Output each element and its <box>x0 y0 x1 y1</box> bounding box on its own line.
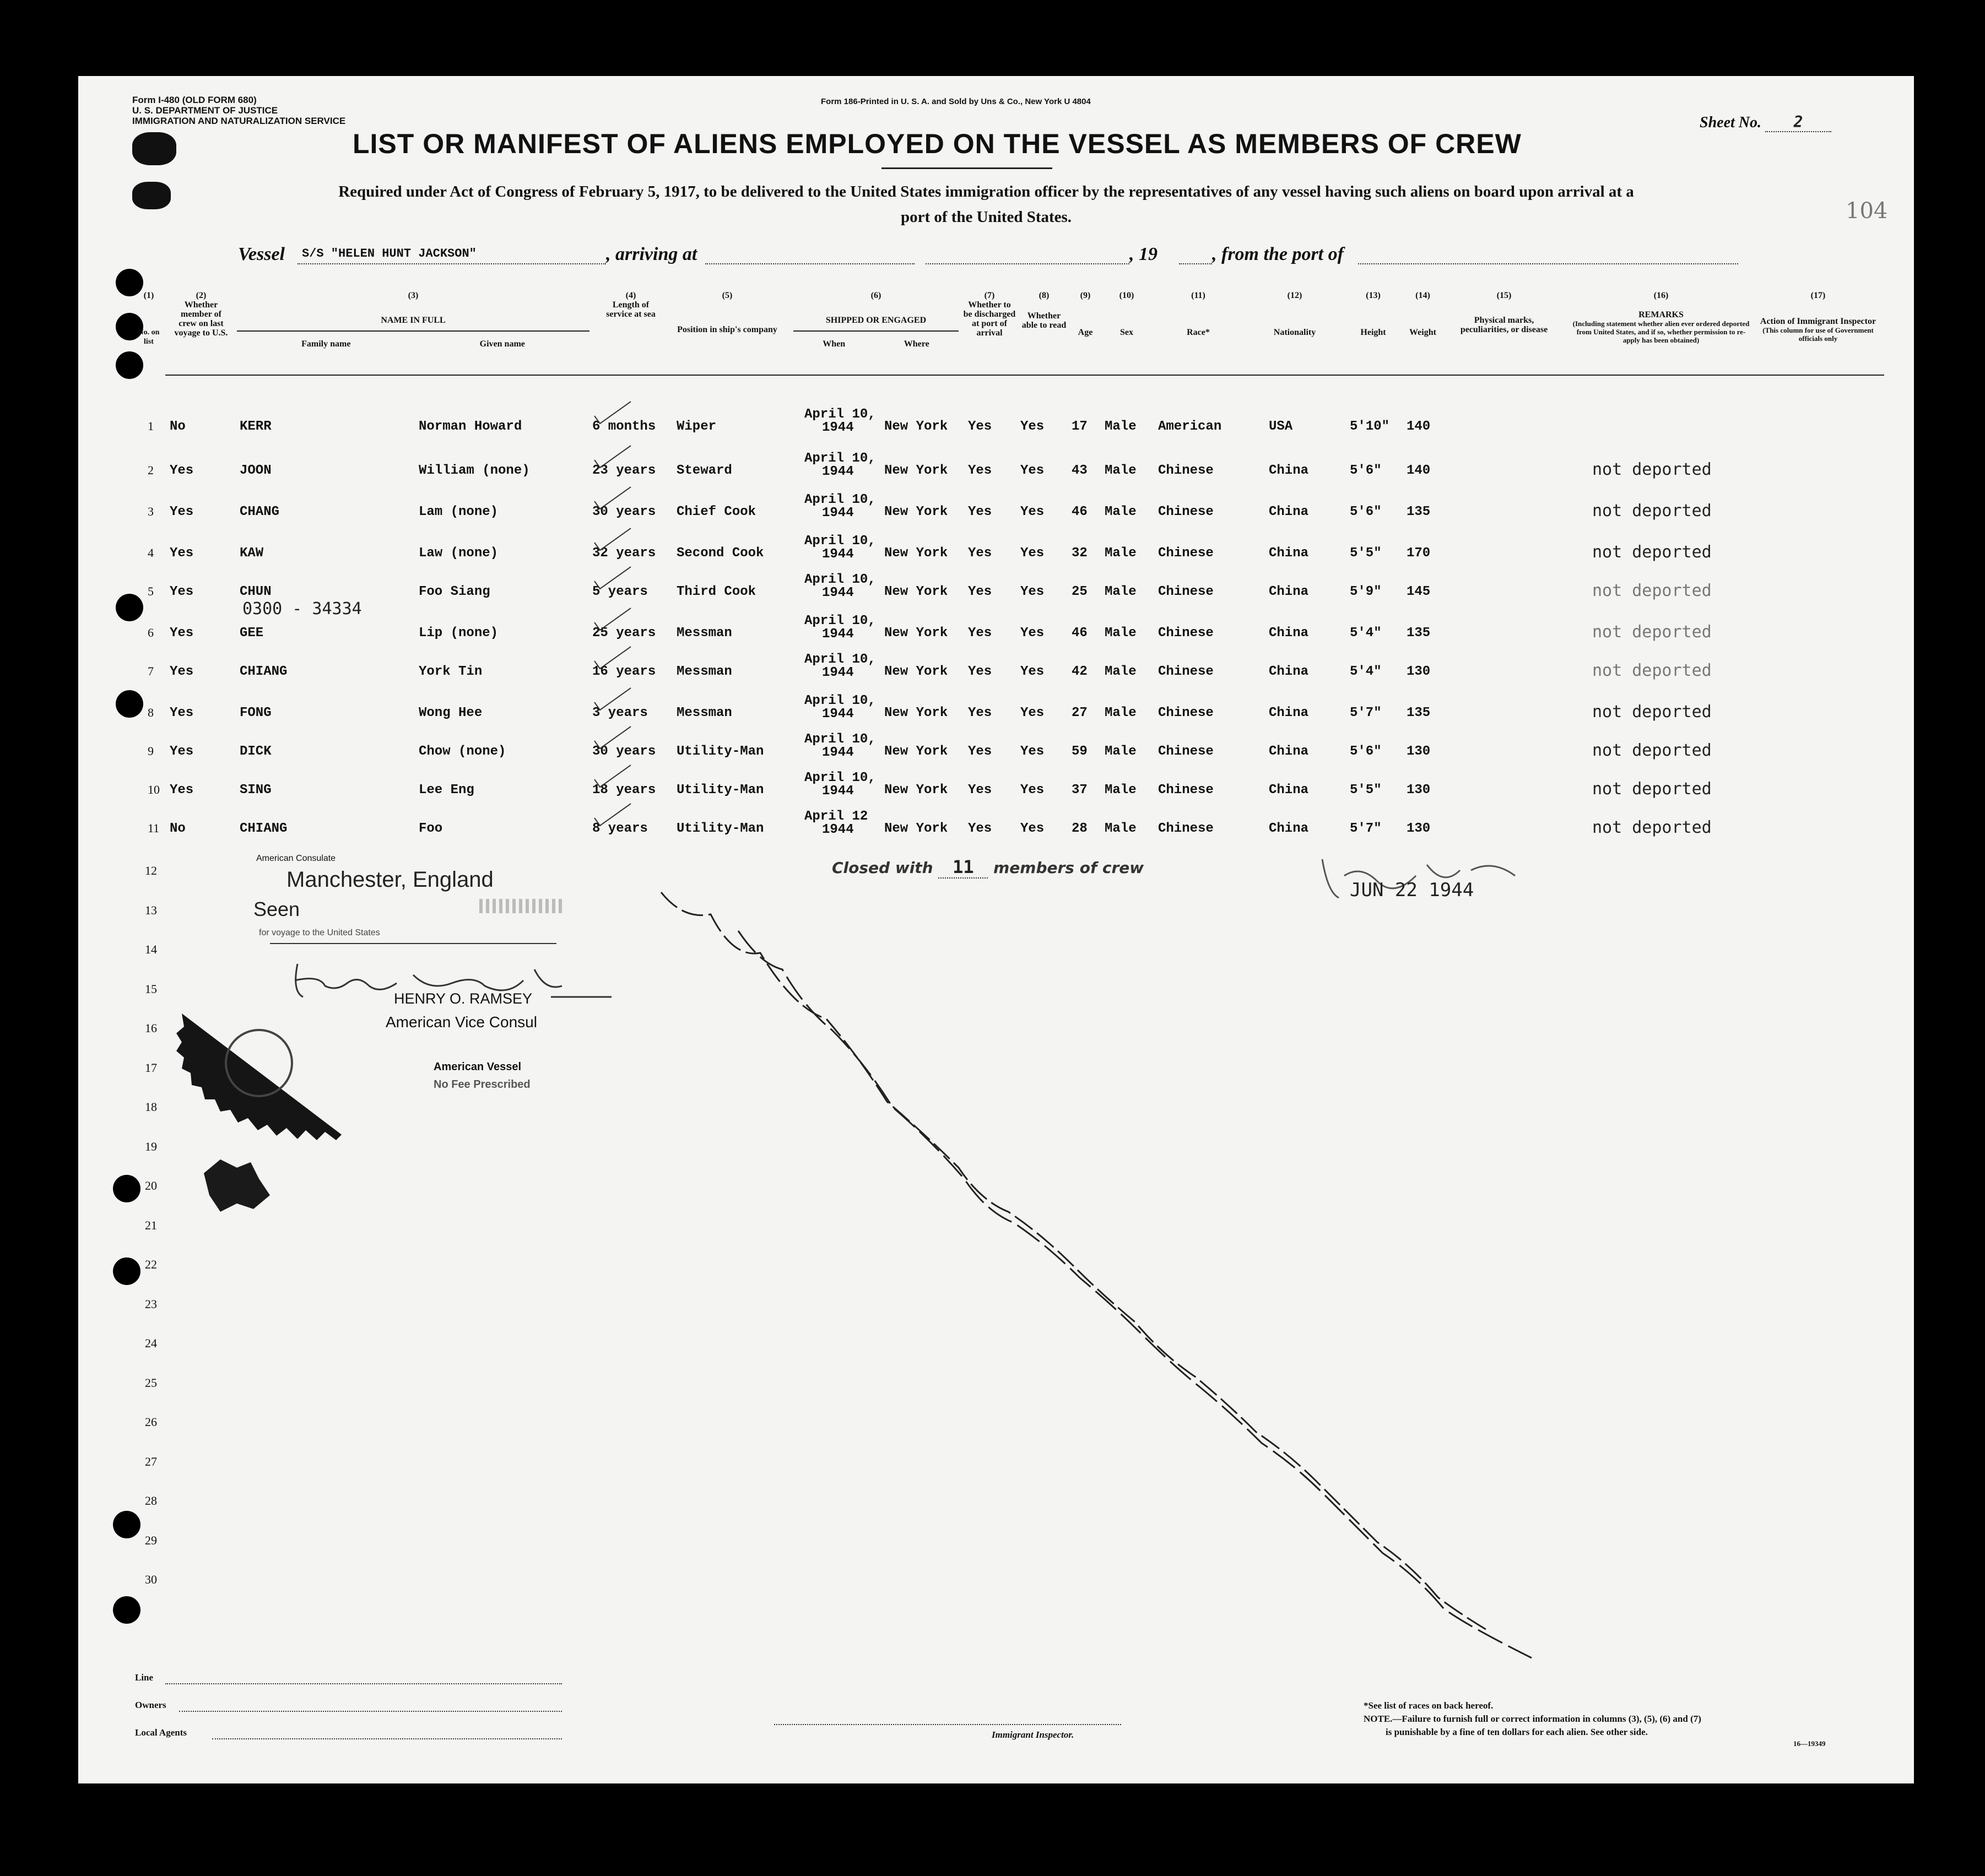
service-length: 25 years <box>592 626 656 641</box>
empty-line-number: 12 <box>145 864 157 877</box>
given-name: Foo <box>419 821 443 836</box>
remarks: not deported <box>1592 702 1712 722</box>
when-header: When <box>823 339 846 349</box>
shipped-when-date: April 12 <box>804 809 868 824</box>
height: 5'10" <box>1350 419 1390 434</box>
col2-header: (2) Whether member of crew on last voyage to U.S. <box>174 291 228 338</box>
check-mark-icon <box>592 485 636 512</box>
empty-line-number: 19 <box>145 1139 157 1153</box>
header-rule <box>165 375 1884 376</box>
nationality: China <box>1269 744 1309 759</box>
check-mark-icon <box>592 801 636 829</box>
weight: 135 <box>1407 706 1431 720</box>
shipped-when-date: April 10, <box>804 407 876 422</box>
position: Wiper <box>677 419 717 434</box>
shipped-where: New York <box>884 821 948 836</box>
given-name: Wong Hee <box>419 706 483 720</box>
height: 5'7" <box>1350 821 1382 836</box>
col16-header: (16) REMARKS (Including statement whether alien ever ordered deported from United States, and if so, whether permission to re-apply has been obtained) <box>1572 291 1750 344</box>
nationality: China <box>1269 664 1309 679</box>
empty-line-number: 28 <box>145 1494 157 1508</box>
form-code: 16—19349 <box>1793 1739 1826 1748</box>
given-name-header: Given name <box>479 339 525 349</box>
family-name: CHANG <box>240 505 280 519</box>
shipped-where: New York <box>884 546 948 561</box>
check-mark-icon <box>592 724 636 752</box>
family-name: FONG <box>240 706 272 720</box>
family-name: CHIANG <box>240 664 288 679</box>
race: Chinese <box>1158 463 1214 478</box>
position: Messman <box>677 664 732 679</box>
empty-line-number: 20 <box>145 1179 157 1192</box>
position: Utility-Man <box>677 783 764 798</box>
remarks: not deported <box>1592 818 1712 837</box>
family-name: DICK <box>240 744 272 759</box>
weight: 135 <box>1407 626 1431 641</box>
empty-line-number: 27 <box>145 1454 157 1468</box>
shipped-where: New York <box>884 783 948 798</box>
check-mark-icon <box>592 526 636 554</box>
penalty-note-1: NOTE.—Failure to furnish full or correct information in columns (3), (5), (6) and (7) <box>1364 1714 1701 1724</box>
closing-count: 11 <box>938 856 988 879</box>
weight: 140 <box>1407 463 1431 478</box>
prior-voyage: Yes <box>170 584 194 599</box>
age: 28 <box>1072 821 1088 836</box>
shipped-where: New York <box>884 744 948 759</box>
shipped-when-date: April 10, <box>804 534 876 549</box>
weight: 145 <box>1407 584 1431 599</box>
empty-line-number: 23 <box>145 1297 157 1311</box>
given-name: Lee Eng <box>419 783 474 798</box>
sex: Male <box>1105 584 1137 599</box>
col10-header: (10) Sex <box>1119 291 1134 337</box>
check-mark-icon <box>592 443 636 471</box>
shipped-where: New York <box>884 584 948 599</box>
family-name: JOON <box>240 463 272 478</box>
shipped-when-year: 1944 <box>822 745 854 760</box>
row-number: 5 <box>148 584 154 598</box>
weight: 135 <box>1407 505 1431 519</box>
remarks: not deported <box>1592 460 1712 479</box>
remarks: not deported <box>1592 741 1712 760</box>
row-number: 4 <box>148 546 154 560</box>
nationality: China <box>1269 463 1309 478</box>
col17-header: (17) Action of Immigrant Inspector (This column for use of Government officials only <box>1760 291 1876 343</box>
service-length: 23 years <box>592 463 656 478</box>
weight: 130 <box>1407 821 1431 836</box>
check-mark-icon <box>592 644 636 672</box>
year-label: , 19 <box>1129 244 1158 264</box>
row-number: 8 <box>148 706 154 719</box>
nationality: USA <box>1269 419 1293 434</box>
empty-line-number: 29 <box>145 1533 157 1547</box>
position: Messman <box>677 706 732 720</box>
prior-voyage: Yes <box>170 783 194 798</box>
consulate-voyage-line: for voyage to the United States <box>259 928 380 937</box>
service: IMMIGRATION AND NATURALIZATION SERVICE <box>132 116 346 126</box>
able-to-read: Yes <box>1020 626 1045 641</box>
family-name: SING <box>240 783 272 798</box>
age: 27 <box>1072 706 1088 720</box>
shipped-where: New York <box>884 664 948 679</box>
height: 5'4" <box>1350 664 1382 679</box>
service-length: 30 years <box>592 505 656 519</box>
row-number: 7 <box>148 664 154 678</box>
discharged: Yes <box>968 626 992 641</box>
ink-blot <box>132 132 176 165</box>
consul-name: HENRY O. RAMSEY <box>394 990 533 1007</box>
row-number: 6 <box>148 626 154 639</box>
service-length: 32 years <box>592 546 656 561</box>
race: Chinese <box>1158 706 1214 720</box>
discharged: Yes <box>968 706 992 720</box>
service-length: 8 years <box>592 821 648 836</box>
check-mark-icon <box>592 606 636 633</box>
empty-line-number: 16 <box>145 1021 157 1035</box>
shipped-when-date: April 10, <box>804 732 876 747</box>
age: 37 <box>1072 783 1088 798</box>
race: Chinese <box>1158 783 1214 798</box>
able-to-read: Yes <box>1020 706 1045 720</box>
height: 5'5" <box>1350 783 1382 798</box>
col8-header: (8) Whether able to read <box>1021 291 1067 330</box>
weight: 130 <box>1407 664 1431 679</box>
able-to-read: Yes <box>1020 664 1045 679</box>
position: Messman <box>677 626 732 641</box>
col7-header: (7) Whether to be discharged at port of arrival <box>963 291 1016 338</box>
row-number: 1 <box>148 419 154 433</box>
position: Utility-Man <box>677 821 764 836</box>
service-length: 3 years <box>592 706 648 720</box>
remarks: not deported <box>1592 622 1712 642</box>
local-agents-label: Local Agents <box>135 1727 187 1738</box>
immigrant-inspector-label: Immigrant Inspector. <box>992 1729 1074 1740</box>
check-mark-icon <box>592 399 636 427</box>
family-name-header: Family name <box>301 339 351 349</box>
prior-voyage: Yes <box>170 706 194 720</box>
sex: Male <box>1105 744 1137 759</box>
nationality: China <box>1269 821 1309 836</box>
punch-hole <box>116 351 143 379</box>
closing-prefix: Closed with <box>832 859 933 877</box>
prior-voyage: No <box>170 821 186 836</box>
weight: 130 <box>1407 744 1431 759</box>
discharged: Yes <box>968 505 992 519</box>
weight: 170 <box>1407 546 1431 561</box>
shipped-when-date: April 10, <box>804 572 876 587</box>
empty-line-number: 17 <box>145 1060 157 1075</box>
age: 25 <box>1072 584 1088 599</box>
discharged: Yes <box>968 664 992 679</box>
department: U. S. DEPARTMENT OF JUSTICE <box>132 105 278 116</box>
nationality: China <box>1269 626 1309 641</box>
given-name: Lam (none) <box>419 505 499 519</box>
col14-header: (14) Weight <box>1409 291 1436 337</box>
able-to-read: Yes <box>1020 584 1045 599</box>
shipped-when-year: 1944 <box>822 464 854 479</box>
given-name: Lip (none) <box>419 626 499 641</box>
able-to-read: Yes <box>1020 546 1045 561</box>
shipped-when-date: April 10, <box>804 652 876 667</box>
age: 42 <box>1072 664 1088 679</box>
able-to-read: Yes <box>1020 783 1045 798</box>
col4-header: (4) Length of service at sea <box>606 291 656 319</box>
empty-line-number: 21 <box>145 1218 157 1232</box>
sheet-number: 2 <box>1765 113 1831 132</box>
age: 46 <box>1072 626 1088 641</box>
arriving-label: , arriving at <box>606 244 697 264</box>
nationality: China <box>1269 505 1309 519</box>
shipped-when-year: 1944 <box>822 707 854 722</box>
shipped-when-date: April 10, <box>804 451 876 466</box>
height: 5'9" <box>1350 584 1382 599</box>
closing-suffix: members of crew <box>993 859 1144 877</box>
check-mark-icon <box>592 686 636 713</box>
american-vessel-note: American Vessel <box>434 1061 521 1073</box>
given-name: William (none) <box>419 463 530 478</box>
page-title: LIST OR MANIFEST OF ALIENS EMPLOYED ON THE VESSEL AS MEMBERS OF CREW <box>353 128 1522 159</box>
nationality: China <box>1269 546 1309 561</box>
consulate-office: American Consulate <box>256 854 336 863</box>
shipped-when-date: April 10, <box>804 693 876 708</box>
handwritten-file-number: 0300 - 34334 <box>242 599 362 619</box>
shipped-when-year: 1944 <box>822 547 854 562</box>
col12-header: (12) Nationality <box>1273 291 1316 337</box>
given-name: Law (none) <box>419 546 499 561</box>
family-name: GEE <box>240 626 264 641</box>
weight: 130 <box>1407 783 1431 798</box>
sex: Male <box>1105 783 1137 798</box>
family-name: KERR <box>240 419 272 434</box>
punch-hole <box>113 1511 140 1538</box>
empty-line-number: 13 <box>145 903 157 917</box>
age: 46 <box>1072 505 1088 519</box>
line-label: Line <box>135 1672 154 1683</box>
service-length: 30 years <box>592 744 656 759</box>
race: Chinese <box>1158 505 1214 519</box>
punch-hole <box>113 1175 140 1202</box>
empty-line-number: 18 <box>145 1100 157 1114</box>
consular-seal <box>176 1002 353 1146</box>
shipped-when-year: 1944 <box>822 420 854 435</box>
race: Chinese <box>1158 626 1214 641</box>
shipped-when-date: April 10, <box>804 771 876 785</box>
check-mark-icon <box>592 763 636 790</box>
discharged: Yes <box>968 419 992 434</box>
consul-title: American Vice Consul <box>386 1013 537 1031</box>
col11-header: (11) Race* <box>1187 291 1210 337</box>
race: American <box>1158 419 1222 434</box>
shipped-when-year: 1944 <box>822 627 854 642</box>
row-number: 2 <box>148 463 154 477</box>
remarks: not deported <box>1592 779 1712 799</box>
position: Steward <box>677 463 732 478</box>
title-rule <box>881 167 1052 169</box>
col3-header: (3) NAME IN FULL Family name Given name <box>237 291 589 349</box>
discharged: Yes <box>968 783 992 798</box>
family-name: CHUN <box>240 584 272 599</box>
age: 43 <box>1072 463 1088 478</box>
able-to-read: Yes <box>1020 744 1045 759</box>
sex: Male <box>1105 706 1137 720</box>
sex: Male <box>1105 463 1137 478</box>
discharged: Yes <box>968 821 992 836</box>
shipped-where: New York <box>884 463 948 478</box>
empty-line-number: 15 <box>145 982 157 996</box>
sex: Male <box>1105 546 1137 561</box>
punch-hole <box>113 1596 140 1624</box>
cancellation-mark <box>650 881 1554 1680</box>
nationality: China <box>1269 783 1309 798</box>
shipped-where: New York <box>884 706 948 720</box>
race: Chinese <box>1158 546 1214 561</box>
remarks: not deported <box>1592 581 1712 600</box>
weight: 140 <box>1407 419 1431 434</box>
col13-header: (13) Height <box>1360 291 1386 337</box>
shipped-where: New York <box>884 626 948 641</box>
height: 5'7" <box>1350 706 1382 720</box>
penalty-note-2: is punishable by a fine of ten dollars for each alien. See other side. <box>1386 1727 1648 1737</box>
nationality: China <box>1269 706 1309 720</box>
height: 5'6" <box>1350 744 1382 759</box>
punch-hole <box>113 1257 140 1285</box>
discharged: Yes <box>968 463 992 478</box>
empty-line-number: 24 <box>145 1336 157 1350</box>
row-number: 3 <box>148 505 154 518</box>
row-number: 10 <box>148 783 160 796</box>
prior-voyage: Yes <box>170 744 194 759</box>
vessel-label: Vessel <box>238 244 285 264</box>
punch-hole <box>116 690 143 718</box>
inspector-date-stamp: JUN 22 1944 <box>1350 879 1474 901</box>
sex: Male <box>1105 626 1137 641</box>
row-number: 9 <box>148 744 154 758</box>
service-length: 18 years <box>592 783 656 798</box>
col1-header: (1) No. on list <box>138 291 160 346</box>
prior-voyage: No <box>170 419 186 434</box>
printer-line: Form 186-Printed in U. S. A. and Sold by Uns & Co., New York U 4804 <box>821 97 1091 106</box>
consulate-date-stamp <box>479 899 562 913</box>
col15-header: (15) Physical marks, peculiarities, or disease <box>1460 291 1548 334</box>
prior-voyage: Yes <box>170 463 194 478</box>
remarks: not deported <box>1592 543 1712 562</box>
empty-line-number: 25 <box>145 1375 157 1390</box>
position: Third Cook <box>677 584 756 599</box>
service-length: 16 years <box>592 664 656 679</box>
fee-note: No Fee Prescribed <box>434 1078 531 1091</box>
age: 59 <box>1072 744 1088 759</box>
shipped-where: New York <box>884 505 948 519</box>
vessel-name: S/S "HELEN HUNT JACKSON" <box>302 247 477 261</box>
shipped-when-date: April 10, <box>804 614 876 628</box>
prior-voyage: Yes <box>170 505 194 519</box>
nationality: China <box>1269 584 1309 599</box>
shipped-when-year: 1944 <box>822 665 854 680</box>
empty-line-number: 14 <box>145 942 157 956</box>
empty-line-number: 22 <box>145 1257 157 1271</box>
sex: Male <box>1105 821 1137 836</box>
shipped-when-year: 1944 <box>822 784 854 799</box>
height: 5'6" <box>1350 505 1382 519</box>
sex: Male <box>1105 505 1137 519</box>
check-mark-icon <box>592 565 636 592</box>
able-to-read: Yes <box>1020 463 1045 478</box>
race: Chinese <box>1158 664 1214 679</box>
family-name: KAW <box>240 546 264 561</box>
col5-header: (5) Position in ship's company <box>677 291 777 334</box>
height: 5'6" <box>1350 463 1382 478</box>
consulate-city: Manchester, England <box>286 867 494 892</box>
owners-label: Owners <box>135 1700 166 1710</box>
age: 17 <box>1072 419 1088 434</box>
races-note: *See list of races on back hereof. <box>1364 1700 1494 1711</box>
prior-voyage: Yes <box>170 546 194 561</box>
sex: Male <box>1105 419 1137 434</box>
discharged: Yes <box>968 584 992 599</box>
shipped-where: New York <box>884 419 948 434</box>
subtitle-line-1: Required under Act of Congress of February 5, 1917, to be delivered to the United States immigration officer by the representatives of any vessel having such aliens on board upon arrival at a <box>338 183 1634 200</box>
position: Utility-Man <box>677 744 764 759</box>
subtitle-line-2: port of the United States. <box>900 208 1072 226</box>
ink-smudge <box>198 1157 275 1217</box>
remarks: not deported <box>1592 661 1712 680</box>
able-to-read: Yes <box>1020 821 1045 836</box>
given-name: Chow (none) <box>419 744 506 759</box>
race: Chinese <box>1158 821 1214 836</box>
row-number: 11 <box>148 821 160 835</box>
shipped-when-year: 1944 <box>822 506 854 520</box>
height: 5'5" <box>1350 546 1382 561</box>
form-id: Form I-480 (OLD FORM 680) <box>132 95 257 105</box>
race: Chinese <box>1158 584 1214 599</box>
empty-line-number: 26 <box>145 1415 157 1429</box>
col6-header: (6) SHIPPED OR ENGAGED When Where <box>793 291 959 349</box>
discharged: Yes <box>968 744 992 759</box>
col9-header: (9) Age <box>1078 291 1093 337</box>
service-length: 5 years <box>592 584 648 599</box>
sheet-label: Sheet No. <box>1700 114 1761 131</box>
given-name: York Tin <box>419 664 483 679</box>
service-length: 6 months <box>592 419 656 434</box>
remarks: not deported <box>1592 501 1712 520</box>
consulate-seen: Seen <box>253 898 300 920</box>
height: 5'4" <box>1350 626 1382 641</box>
sex: Male <box>1105 664 1137 679</box>
family-name: CHIANG <box>240 821 288 836</box>
where-header: Where <box>904 339 929 349</box>
shipped-when-date: April 10, <box>804 492 876 507</box>
position: Chief Cook <box>677 505 756 519</box>
prior-voyage: Yes <box>170 664 194 679</box>
page-mark: 104 <box>1846 198 1888 224</box>
given-name: Norman Howard <box>419 419 522 434</box>
from-port-label: , from the port of <box>1212 244 1344 264</box>
prior-voyage: Yes <box>170 626 194 641</box>
race: Chinese <box>1158 744 1214 759</box>
punch-hole <box>116 594 143 621</box>
discharged: Yes <box>968 546 992 561</box>
shipped-when-year: 1944 <box>822 585 854 600</box>
shipped-when-year: 1944 <box>822 822 854 837</box>
able-to-read: Yes <box>1020 419 1045 434</box>
position: Second Cook <box>677 546 764 561</box>
empty-line-number: 30 <box>145 1573 157 1586</box>
age: 32 <box>1072 546 1088 561</box>
able-to-read: Yes <box>1020 505 1045 519</box>
given-name: Foo Siang <box>419 584 490 599</box>
